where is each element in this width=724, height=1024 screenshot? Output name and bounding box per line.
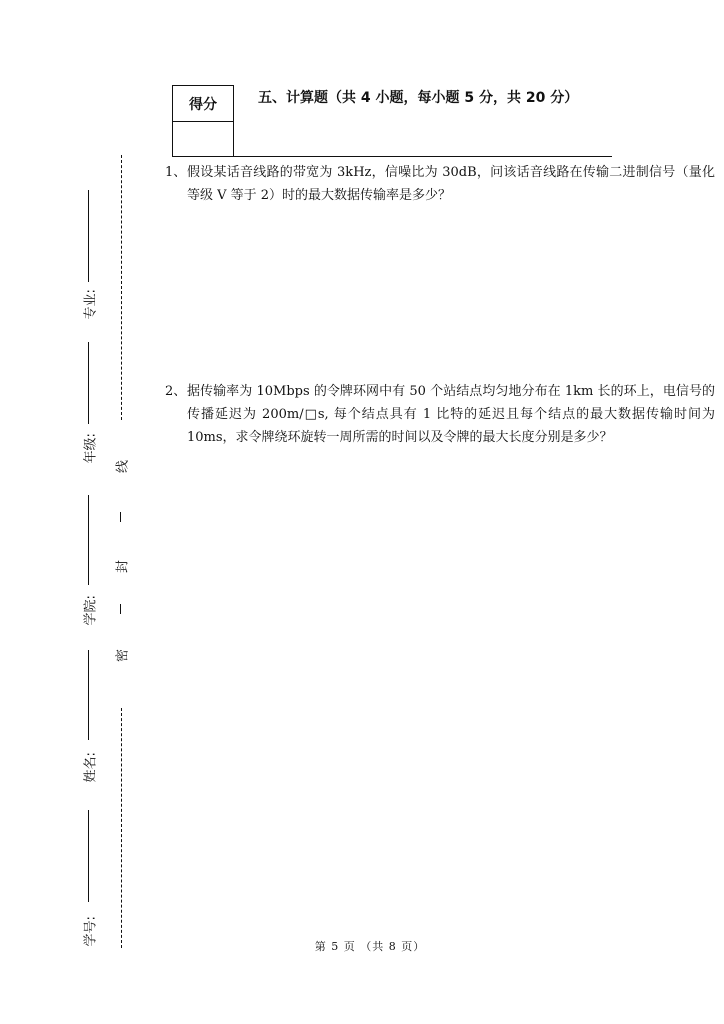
binding-dashed-line [121,155,122,420]
score-value-cell[interactable] [173,122,233,156]
major-label: 专业: [83,289,99,320]
question-text: 据传输率为 10Mbps 的令牌环网中有 50 个站结点均匀地分布在 1km 长的环上，电信号的传播延迟为 200m/□s, 每个结点具有 1 比特的延迟且每个结点的最大数据传输时间为 10ms，求令牌绕环旋转一周所需的时间以及令牌的最大长度分别是多少？ [187,384,715,445]
question-text: 假设某话音线路的带宽为 3kHz，信噪比为 30dB，问该话音线路在传输二进制信号（量化等级 V 等于 2）时的最大数据传输率是多少？ [187,165,715,203]
page-footer: 第 5 页 （共 8 页） [314,940,426,953]
name-blank-line[interactable] [88,650,89,740]
score-box [172,85,234,157]
name-label: 姓名: [83,752,99,783]
seal-char-mi: 密 [115,649,131,663]
question-2 [165,380,715,449]
grade-blank-line[interactable] [88,342,89,424]
seal-dash [120,512,121,522]
binding-strip [0,0,140,1024]
section-title: 五、计算题（共 4 小题，每小题 5 分，共 20 分） [258,90,579,106]
seal-char-feng: 封 [115,560,131,574]
header-rule [234,156,612,157]
question-1 [165,161,715,207]
seal-char-xian: 线 [115,460,131,474]
grade-label: 年级: [83,433,99,464]
seal-dash [120,604,121,614]
college-label: 学院: [83,595,99,626]
question-number: 2、 [165,384,187,399]
student-id-blank-line[interactable] [88,810,89,902]
college-blank-line[interactable] [88,495,89,585]
binding-dashed-line [121,708,122,948]
major-blank-line[interactable] [88,190,89,282]
score-label: 得分 [173,86,233,122]
student-id-label: 学号: [83,916,99,947]
question-number: 1、 [165,165,187,180]
